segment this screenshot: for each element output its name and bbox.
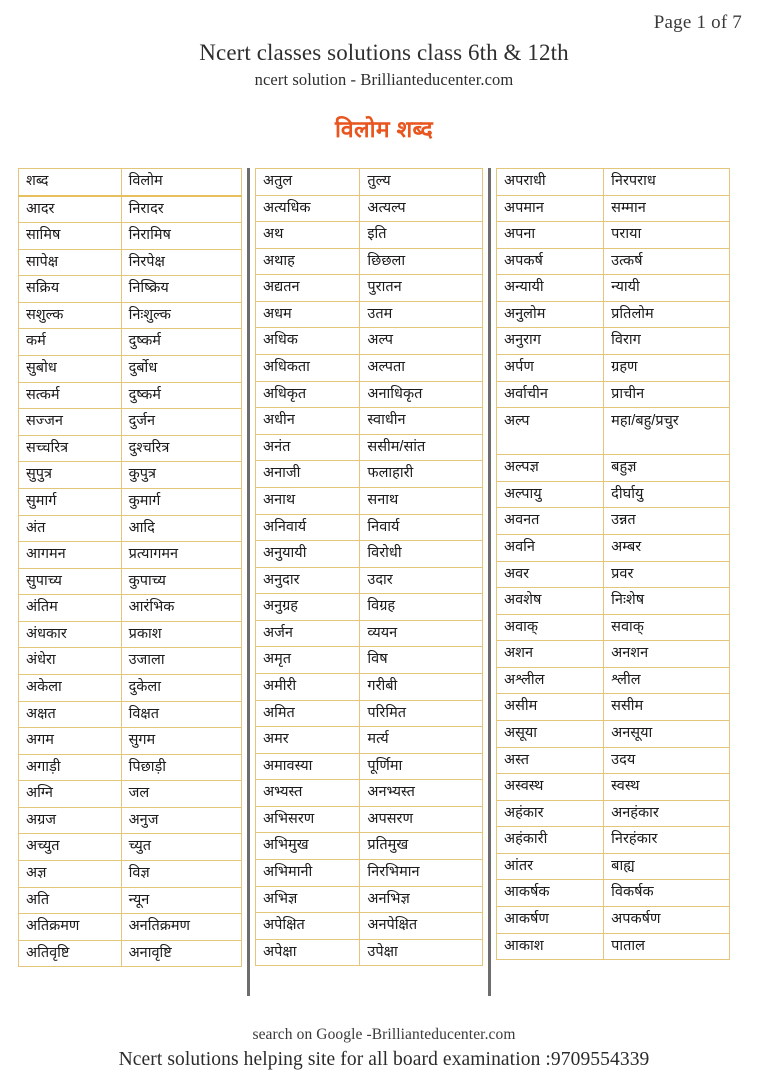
cell-word: अधीन	[256, 408, 360, 435]
page-subtitle: ncert solution - Brillianteducenter.com	[254, 69, 514, 89]
cell-antonym: उत्कर्ष	[604, 248, 730, 275]
cell-word: अर्वाचीन	[497, 381, 604, 408]
cell-antonym: उदय	[604, 747, 730, 774]
table-row	[497, 301, 730, 328]
table-row	[19, 595, 242, 622]
cell-word: अंतिम	[19, 595, 122, 622]
cell-word: अभिसरण	[256, 806, 360, 833]
table-row	[256, 806, 483, 833]
cell-antonym: दुष्कर्म	[121, 329, 241, 356]
table-row	[256, 487, 483, 514]
cell-antonym: अपकर्षण	[604, 907, 730, 934]
cell-antonym: निरहंकार	[604, 827, 730, 854]
cell-antonym: दीर्घायु	[604, 481, 730, 508]
cell-antonym: बहुज्ञ	[604, 455, 730, 482]
cell-antonym: अनपेक्षित	[360, 913, 483, 940]
cell-word: अशन	[497, 641, 604, 668]
table-row	[19, 356, 242, 383]
table-row	[256, 541, 483, 568]
cell-antonym: निरपराध	[604, 169, 730, 196]
cell-antonym: आदि	[121, 515, 241, 542]
cell-word: अनुयायी	[256, 541, 360, 568]
cell-antonym: उदार	[360, 567, 483, 594]
cell-antonym: कुपुत्र	[121, 462, 241, 489]
cell-word: अनुग्रह	[256, 594, 360, 621]
cell-word: अभिमुख	[256, 833, 360, 860]
cell-antonym: ससीम	[604, 694, 730, 721]
cell-antonym: पाताल	[604, 933, 730, 960]
cell-antonym: निरामिष	[121, 223, 241, 250]
cell-antonym: बाह्य	[604, 853, 730, 880]
cell-antonym: उतम	[360, 301, 483, 328]
cell-antonym: अम्बर	[604, 534, 730, 561]
cell-antonym: फलाहारी	[360, 461, 483, 488]
table-row	[19, 754, 242, 781]
cell-antonym: प्रतिमुख	[360, 833, 483, 860]
cell-word: अल्प	[497, 408, 604, 455]
cell-antonym: विज्ञ	[121, 861, 241, 888]
cell-word: अपकर्ष	[497, 248, 604, 275]
cell-word: अंधकार	[19, 621, 122, 648]
word-table-1	[18, 168, 242, 967]
table-column-3	[496, 168, 730, 960]
table-row	[19, 302, 242, 329]
cell-word: कर्म	[19, 329, 122, 356]
cell-antonym: निःशुल्क	[121, 302, 241, 329]
footer-search-line: search on Google -Brillianteducenter.com	[252, 1025, 516, 1043]
cell-antonym: न्यून	[121, 887, 241, 914]
cell-word: अवशेष	[497, 588, 604, 615]
antonym-tables	[18, 168, 730, 996]
cell-word: अनिवार्य	[256, 514, 360, 541]
table-row	[497, 774, 730, 801]
table-row	[497, 588, 730, 615]
cell-antonym: आरंभिक	[121, 595, 241, 622]
cell-word: अनुदार	[256, 567, 360, 594]
cell-antonym: पराया	[604, 222, 730, 249]
table-row	[497, 880, 730, 907]
table-row	[256, 514, 483, 541]
table-row	[497, 355, 730, 382]
cell-word: सुपाच्य	[19, 568, 122, 595]
cell-antonym: उपेक्षा	[360, 939, 483, 966]
cell-word: अहंकारी	[497, 827, 604, 854]
cell-word: अतुल	[256, 169, 360, 196]
table-row	[256, 434, 483, 461]
cell-antonym: दुश्चरित्र	[121, 435, 241, 462]
cell-word: अपराधी	[497, 169, 604, 196]
table-row	[256, 248, 483, 275]
table-row	[497, 381, 730, 408]
table-row	[497, 720, 730, 747]
table-row	[19, 249, 242, 276]
cell-antonym: सवाक्	[604, 614, 730, 641]
cell-antonym: प्राचीन	[604, 381, 730, 408]
table-row	[19, 435, 242, 462]
cell-antonym: श्लील	[604, 667, 730, 694]
cell-antonym: अपसरण	[360, 806, 483, 833]
cell-antonym: जल	[121, 781, 241, 808]
cell-word: अश्लील	[497, 667, 604, 694]
cell-word: अमित	[256, 700, 360, 727]
cell-word: अस्त	[497, 747, 604, 774]
table-row	[19, 542, 242, 569]
table-row	[19, 674, 242, 701]
table-row	[256, 727, 483, 754]
cell-antonym: अनशन	[604, 641, 730, 668]
cell-antonym: कुपाच्य	[121, 568, 241, 595]
table-row	[497, 694, 730, 721]
cell-antonym: न्यायी	[604, 275, 730, 302]
cell-word: अधिकता	[256, 355, 360, 382]
table-row	[19, 701, 242, 728]
cell-word: अमीरी	[256, 673, 360, 700]
table-row	[256, 381, 483, 408]
table-row	[256, 169, 483, 196]
table-column-1	[18, 168, 242, 967]
cell-antonym: व्ययन	[360, 620, 483, 647]
cell-antonym: विग्रह	[360, 594, 483, 621]
table-row	[497, 169, 730, 196]
table-row	[19, 409, 242, 436]
cell-antonym: प्रकाश	[121, 621, 241, 648]
cell-antonym: निरादर	[121, 196, 241, 223]
cell-antonym: अत्यल्प	[360, 195, 483, 222]
cell-antonym: गरीबी	[360, 673, 483, 700]
cell-word: अथाह	[256, 248, 360, 275]
table-row	[497, 800, 730, 827]
column-separator-2	[488, 168, 491, 996]
cell-word: अंधेरा	[19, 648, 122, 675]
table-row	[19, 276, 242, 303]
cell-antonym: निष्क्रिय	[121, 276, 241, 303]
table-row	[497, 561, 730, 588]
cell-word: अपेक्षा	[256, 939, 360, 966]
table-row	[19, 488, 242, 515]
cell-word: अहंकार	[497, 800, 604, 827]
table-row	[497, 455, 730, 482]
table-row	[19, 462, 242, 489]
table-row	[256, 328, 483, 355]
cell-antonym: प्रवर	[604, 561, 730, 588]
cell-word: आंतर	[497, 853, 604, 880]
cell-antonym: विक्षत	[121, 701, 241, 728]
cell-word: अनाथ	[256, 487, 360, 514]
cell-word: अनुराग	[497, 328, 604, 355]
table-row	[19, 728, 242, 755]
cell-word: सक्रिय	[19, 276, 122, 303]
cell-antonym: अनसूया	[604, 720, 730, 747]
section-title: विलोम शब्द	[334, 116, 434, 142]
cell-word: अभ्यस्त	[256, 780, 360, 807]
cell-word: आदर	[19, 196, 122, 223]
table-row	[256, 913, 483, 940]
cell-antonym: विकर्षक	[604, 880, 730, 907]
cell-word: सत्कर्म	[19, 382, 122, 409]
cell-antonym: अनहंकार	[604, 800, 730, 827]
cell-word: सापेक्ष	[19, 249, 122, 276]
cell-antonym: पुरातन	[360, 275, 483, 302]
table-row	[497, 248, 730, 275]
page-title: Ncert classes solutions class 6th & 12th	[199, 40, 569, 65]
table-row	[19, 568, 242, 595]
table-row	[256, 860, 483, 887]
cell-word: अति	[19, 887, 122, 914]
word-table-2	[255, 168, 483, 966]
table-row	[497, 195, 730, 222]
table-row	[497, 222, 730, 249]
cell-antonym: सुगम	[121, 728, 241, 755]
cell-word: अल्पज्ञ	[497, 455, 604, 482]
table-row	[19, 887, 242, 914]
document-footer	[0, 1025, 768, 1073]
table-row	[256, 700, 483, 727]
table-column-2	[255, 168, 483, 966]
cell-word: अक्षत	[19, 701, 122, 728]
cell-antonym: तुल्य	[360, 169, 483, 196]
table-row	[19, 329, 242, 356]
cell-word: अर्पण	[497, 355, 604, 382]
table-row	[19, 914, 242, 941]
cell-antonym: स्वस्थ	[604, 774, 730, 801]
cell-word: अमर	[256, 727, 360, 754]
cell-word: सशुल्क	[19, 302, 122, 329]
table-row	[256, 647, 483, 674]
cell-word: अकेला	[19, 674, 122, 701]
cell-word: अज्ञ	[19, 861, 122, 888]
table-row	[497, 614, 730, 641]
cell-word: अवनत	[497, 508, 604, 535]
table-row	[497, 667, 730, 694]
footer-contact-line: Ncert solutions helping site for all board examination :9709554339	[118, 1048, 650, 1070]
cell-antonym: च्युत	[121, 834, 241, 861]
table-row	[497, 275, 730, 302]
page-indicator: Page 1 of 7	[653, 12, 742, 33]
cell-antonym: परिमित	[360, 700, 483, 727]
cell-antonym: उन्नत	[604, 508, 730, 535]
cell-antonym: अनावृष्टि	[121, 940, 241, 967]
table-row	[256, 355, 483, 382]
cell-word: अमावस्या	[256, 753, 360, 780]
cell-antonym: अनभिज्ञ	[360, 886, 483, 913]
table-row	[19, 515, 242, 542]
cell-antonym: विरोधी	[360, 541, 483, 568]
cell-antonym: सनाथ	[360, 487, 483, 514]
cell-word: अगाड़ी	[19, 754, 122, 781]
table-row	[256, 567, 483, 594]
table-row	[497, 747, 730, 774]
table-row	[19, 861, 242, 888]
cell-word: सज्जन	[19, 409, 122, 436]
word-table-3	[496, 168, 730, 960]
cell-word: आकाश	[497, 933, 604, 960]
table-row	[19, 834, 242, 861]
table-row	[19, 781, 242, 808]
cell-word: अनुलोम	[497, 301, 604, 328]
cell-word: अवाक्	[497, 614, 604, 641]
cell-word: अधिक	[256, 328, 360, 355]
cell-antonym: निःशेष	[604, 588, 730, 615]
table-row	[497, 481, 730, 508]
table-row	[19, 940, 242, 967]
table-row	[497, 641, 730, 668]
cell-word: अभिज्ञ	[256, 886, 360, 913]
cell-word: अथ	[256, 222, 360, 249]
table-row	[256, 833, 483, 860]
cell-word: अस्वस्थ	[497, 774, 604, 801]
cell-antonym: निरपेक्ष	[121, 249, 241, 276]
cell-antonym: दुष्कर्म	[121, 382, 241, 409]
column-header-antonym: विलोम	[121, 169, 241, 196]
cell-word: अग्नि	[19, 781, 122, 808]
table-row	[497, 408, 730, 455]
table-row	[256, 939, 483, 966]
cell-word: अतिक्रमण	[19, 914, 122, 941]
cell-word: आकर्षक	[497, 880, 604, 907]
table-row	[497, 853, 730, 880]
cell-word: अवर	[497, 561, 604, 588]
cell-antonym: विराग	[604, 328, 730, 355]
cell-word: अमृत	[256, 647, 360, 674]
cell-word: असीम	[497, 694, 604, 721]
cell-antonym: अल्पता	[360, 355, 483, 382]
table-row	[19, 807, 242, 834]
table-row	[256, 461, 483, 488]
table-row	[497, 534, 730, 561]
column-header-word: शब्द	[19, 169, 122, 196]
cell-word: असूया	[497, 720, 604, 747]
document-header	[0, 40, 768, 90]
table-row	[256, 301, 483, 328]
cell-word: सुबोध	[19, 356, 122, 383]
cell-antonym: निवार्य	[360, 514, 483, 541]
cell-word: अधिकृत	[256, 381, 360, 408]
cell-word: आगमन	[19, 542, 122, 569]
table-row	[19, 223, 242, 250]
cell-word: अपमान	[497, 195, 604, 222]
cell-word: अधम	[256, 301, 360, 328]
cell-antonym: प्रतिलोम	[604, 301, 730, 328]
cell-word: अच्युत	[19, 834, 122, 861]
cell-word: अनंत	[256, 434, 360, 461]
cell-antonym: ग्रहण	[604, 355, 730, 382]
cell-word: अगम	[19, 728, 122, 755]
cell-word: अंत	[19, 515, 122, 542]
column-separator-1	[247, 168, 250, 996]
cell-antonym: महा/बहु/प्रचुर	[604, 408, 730, 455]
table-row	[256, 673, 483, 700]
cell-antonym: कुमार्ग	[121, 488, 241, 515]
table-row	[256, 275, 483, 302]
cell-antonym: अनभ्यस्त	[360, 780, 483, 807]
table-row	[256, 620, 483, 647]
table-row	[256, 222, 483, 249]
cell-word: आकर्षण	[497, 907, 604, 934]
table-row	[256, 886, 483, 913]
cell-word: अतिवृष्टि	[19, 940, 122, 967]
cell-word: अत्यधिक	[256, 195, 360, 222]
table-row	[497, 827, 730, 854]
cell-antonym: इति	[360, 222, 483, 249]
table-row	[256, 408, 483, 435]
cell-word: अपेक्षित	[256, 913, 360, 940]
table-row	[497, 933, 730, 960]
cell-antonym: प्रत्यागमन	[121, 542, 241, 569]
cell-antonym: मर्त्य	[360, 727, 483, 754]
cell-antonym: निरभिमान	[360, 860, 483, 887]
cell-antonym: दुकेला	[121, 674, 241, 701]
table-header-row	[19, 169, 242, 196]
cell-word: अग्रज	[19, 807, 122, 834]
cell-antonym: विष	[360, 647, 483, 674]
table-row	[19, 382, 242, 409]
table-row	[497, 328, 730, 355]
cell-antonym: पूर्णिमा	[360, 753, 483, 780]
cell-antonym: सम्मान	[604, 195, 730, 222]
cell-antonym: उजाला	[121, 648, 241, 675]
cell-word: अल्पायु	[497, 481, 604, 508]
cell-word: सच्चरित्र	[19, 435, 122, 462]
table-row	[256, 780, 483, 807]
cell-antonym: अनाधिकृत	[360, 381, 483, 408]
table-row	[19, 648, 242, 675]
cell-antonym: स्वाधीन	[360, 408, 483, 435]
cell-word: अवनि	[497, 534, 604, 561]
table-row	[256, 594, 483, 621]
cell-word: सुमार्ग	[19, 488, 122, 515]
cell-word: अभिमानी	[256, 860, 360, 887]
table-row	[256, 195, 483, 222]
cell-word: अन्यायी	[497, 275, 604, 302]
cell-word: अर्जन	[256, 620, 360, 647]
cell-antonym: दुर्बोध	[121, 356, 241, 383]
table-row	[497, 508, 730, 535]
cell-antonym: अनुज	[121, 807, 241, 834]
table-row	[19, 621, 242, 648]
cell-antonym: अनतिक्रमण	[121, 914, 241, 941]
cell-word: अपना	[497, 222, 604, 249]
cell-antonym: ससीम/सांत	[360, 434, 483, 461]
cell-antonym: छिछला	[360, 248, 483, 275]
cell-word: अद्यतन	[256, 275, 360, 302]
table-row	[19, 196, 242, 223]
cell-antonym: पिछाड़ी	[121, 754, 241, 781]
table-row	[497, 907, 730, 934]
cell-word: सुपुत्र	[19, 462, 122, 489]
cell-word: अनाजी	[256, 461, 360, 488]
cell-antonym: दुर्जन	[121, 409, 241, 436]
cell-word: सामिष	[19, 223, 122, 250]
table-row	[256, 753, 483, 780]
cell-antonym: अल्प	[360, 328, 483, 355]
